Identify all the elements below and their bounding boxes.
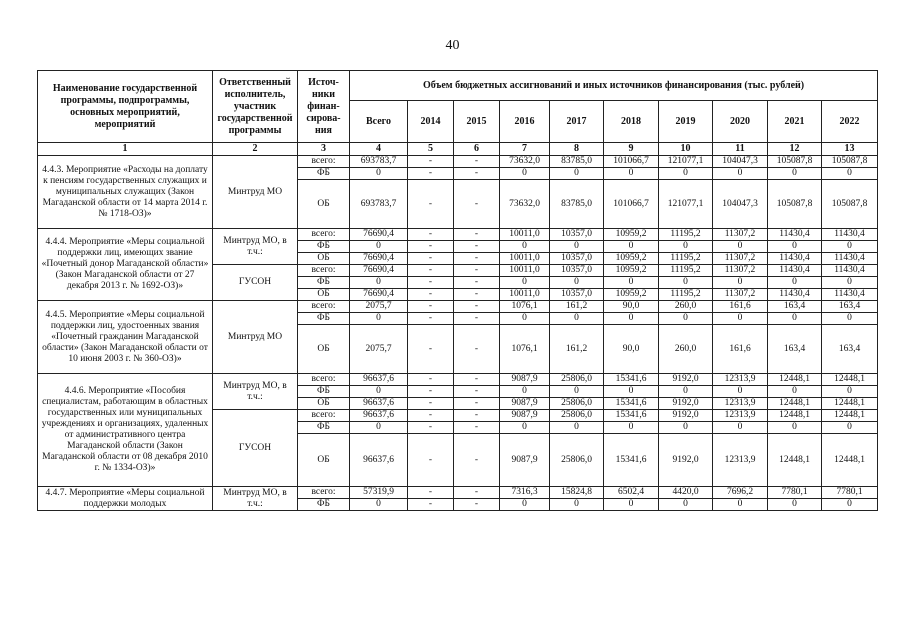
amount-cell: 0 bbox=[550, 241, 604, 253]
amount-cell: 121077,1 bbox=[659, 180, 713, 229]
amount-cell: 0 bbox=[659, 241, 713, 253]
amount-cell: 9087,9 bbox=[500, 410, 550, 422]
funding-source: ФБ bbox=[298, 499, 350, 511]
amount-cell: 11195,2 bbox=[659, 253, 713, 265]
amount-cell: 12448,1 bbox=[768, 374, 822, 386]
responsible-executor: Минтруд МО bbox=[213, 301, 298, 374]
amount-cell: - bbox=[408, 422, 454, 434]
amount-cell: 11430,4 bbox=[768, 289, 822, 301]
amount-cell: 12313,9 bbox=[713, 434, 768, 487]
amount-cell: 10357,0 bbox=[550, 253, 604, 265]
header-year: 2019 bbox=[659, 101, 713, 143]
amount-cell: - bbox=[408, 229, 454, 241]
funding-source: ОБ bbox=[298, 325, 350, 374]
table-row bbox=[38, 487, 878, 499]
amount-cell: 11307,2 bbox=[713, 265, 768, 277]
header-year: 2022 bbox=[822, 101, 878, 143]
amount-cell: 11195,2 bbox=[659, 229, 713, 241]
amount-cell: 25806,0 bbox=[550, 410, 604, 422]
amount-cell: 12448,1 bbox=[768, 410, 822, 422]
amount-cell: 163,4 bbox=[822, 301, 878, 313]
header-column-number: 9 bbox=[604, 143, 659, 156]
amount-cell: 9192,0 bbox=[659, 374, 713, 386]
header-column-number: 8 bbox=[550, 143, 604, 156]
amount-cell: 163,4 bbox=[768, 301, 822, 313]
funding-source: всего: bbox=[298, 301, 350, 313]
amount-cell: 0 bbox=[350, 277, 408, 289]
funding-source: ОБ bbox=[298, 289, 350, 301]
amount-cell: 83785,0 bbox=[550, 180, 604, 229]
amount-cell: 11430,4 bbox=[768, 229, 822, 241]
funding-source: ФБ bbox=[298, 241, 350, 253]
amount-cell: 11430,4 bbox=[822, 265, 878, 277]
amount-cell: 0 bbox=[500, 313, 550, 325]
amount-cell: 0 bbox=[713, 422, 768, 434]
amount-cell: 57319,9 bbox=[350, 487, 408, 499]
funding-source: ФБ bbox=[298, 277, 350, 289]
amount-cell: - bbox=[408, 265, 454, 277]
amount-cell: 0 bbox=[713, 386, 768, 398]
amount-cell: 9192,0 bbox=[659, 410, 713, 422]
table-body bbox=[38, 156, 878, 511]
amount-cell: 0 bbox=[713, 313, 768, 325]
amount-cell: 11430,4 bbox=[822, 289, 878, 301]
amount-cell: 0 bbox=[350, 422, 408, 434]
amount-cell: 1076,1 bbox=[500, 325, 550, 374]
amount-cell: - bbox=[454, 156, 500, 168]
amount-cell: - bbox=[454, 386, 500, 398]
amount-cell: 0 bbox=[768, 313, 822, 325]
header-year: 2016 bbox=[500, 101, 550, 143]
amount-cell: - bbox=[454, 422, 500, 434]
amount-cell: - bbox=[408, 325, 454, 374]
amount-cell: 0 bbox=[659, 313, 713, 325]
activity-name: 4.4.5. Мероприятие «Меры социальной поддержки лиц, удостоенных звания «Почетный гражданин Магаданской области» (Закон Магаданской области от 10 июня 2003 г. № 360-ОЗ)» bbox=[38, 301, 213, 374]
amount-cell: - bbox=[454, 168, 500, 180]
amount-cell: - bbox=[454, 374, 500, 386]
funding-source: ОБ bbox=[298, 253, 350, 265]
amount-cell: 0 bbox=[550, 499, 604, 511]
header-volume: Объем бюджетных ассигнований и иных источников финансирования (тыс. рублей) bbox=[350, 71, 878, 101]
amount-cell: 0 bbox=[822, 386, 878, 398]
amount-cell: 0 bbox=[659, 168, 713, 180]
amount-cell: 104047,3 bbox=[713, 180, 768, 229]
funding-source: ФБ bbox=[298, 386, 350, 398]
header-year: 2015 bbox=[454, 101, 500, 143]
amount-cell: 0 bbox=[768, 277, 822, 289]
amount-cell: 121077,1 bbox=[659, 156, 713, 168]
amount-cell: - bbox=[408, 253, 454, 265]
amount-cell: 0 bbox=[604, 313, 659, 325]
amount-cell: - bbox=[408, 180, 454, 229]
amount-cell: - bbox=[454, 313, 500, 325]
funding-source: ОБ bbox=[298, 180, 350, 229]
table-row bbox=[38, 301, 878, 313]
amount-cell: - bbox=[454, 229, 500, 241]
amount-cell: 11430,4 bbox=[768, 253, 822, 265]
amount-cell: 163,4 bbox=[822, 325, 878, 374]
amount-cell: 83785,0 bbox=[550, 156, 604, 168]
amount-cell: 0 bbox=[604, 277, 659, 289]
amount-cell: 25806,0 bbox=[550, 434, 604, 487]
amount-cell: 0 bbox=[500, 386, 550, 398]
amount-cell: 96637,6 bbox=[350, 374, 408, 386]
amount-cell: 7316,3 bbox=[500, 487, 550, 499]
amount-cell: 76690,4 bbox=[350, 253, 408, 265]
amount-cell: 0 bbox=[713, 499, 768, 511]
header-name: Наименование государственной программы, подпрограммы, основных мероприятий, мероприятий bbox=[38, 71, 213, 143]
amount-cell: 10959,2 bbox=[604, 229, 659, 241]
amount-cell: 0 bbox=[550, 277, 604, 289]
amount-cell: - bbox=[408, 410, 454, 422]
amount-cell: - bbox=[454, 499, 500, 511]
header-year: Всего bbox=[350, 101, 408, 143]
funding-source: всего: bbox=[298, 229, 350, 241]
amount-cell: 76690,4 bbox=[350, 265, 408, 277]
table-row bbox=[38, 374, 878, 386]
amount-cell: 4420,0 bbox=[659, 487, 713, 499]
amount-cell: - bbox=[408, 168, 454, 180]
header-numbers-row bbox=[38, 143, 878, 156]
amount-cell: 0 bbox=[500, 277, 550, 289]
amount-cell: 6502,4 bbox=[604, 487, 659, 499]
amount-cell: - bbox=[408, 289, 454, 301]
amount-cell: 11430,4 bbox=[822, 229, 878, 241]
amount-cell: 0 bbox=[350, 313, 408, 325]
amount-cell: 10959,2 bbox=[604, 265, 659, 277]
amount-cell: 96637,6 bbox=[350, 410, 408, 422]
amount-cell: 163,4 bbox=[768, 325, 822, 374]
amount-cell: 0 bbox=[768, 168, 822, 180]
amount-cell: 12448,1 bbox=[822, 398, 878, 410]
header-column-number: 4 bbox=[350, 143, 408, 156]
amount-cell: 11195,2 bbox=[659, 265, 713, 277]
amount-cell: - bbox=[454, 325, 500, 374]
amount-cell: - bbox=[408, 386, 454, 398]
amount-cell: - bbox=[408, 374, 454, 386]
budget-table bbox=[37, 70, 878, 511]
amount-cell: 0 bbox=[550, 168, 604, 180]
amount-cell: 0 bbox=[500, 241, 550, 253]
amount-cell: 0 bbox=[500, 422, 550, 434]
amount-cell: 10357,0 bbox=[550, 229, 604, 241]
amount-cell: - bbox=[454, 301, 500, 313]
amount-cell: 0 bbox=[350, 168, 408, 180]
amount-cell: 0 bbox=[768, 241, 822, 253]
amount-cell: 96637,6 bbox=[350, 434, 408, 487]
amount-cell: 9087,9 bbox=[500, 374, 550, 386]
amount-cell: 7780,1 bbox=[822, 487, 878, 499]
amount-cell: 73632,0 bbox=[500, 180, 550, 229]
amount-cell: 0 bbox=[713, 168, 768, 180]
amount-cell: 9192,0 bbox=[659, 434, 713, 487]
funding-source: всего: bbox=[298, 265, 350, 277]
activity-name: 4.4.7. Мероприятие «Меры социальной поддержки молодых bbox=[38, 487, 213, 511]
amount-cell: 2075,7 bbox=[350, 325, 408, 374]
amount-cell: 161,6 bbox=[713, 325, 768, 374]
amount-cell: 25806,0 bbox=[550, 398, 604, 410]
amount-cell: 0 bbox=[550, 422, 604, 434]
amount-cell: 260,0 bbox=[659, 301, 713, 313]
amount-cell: 12448,1 bbox=[822, 374, 878, 386]
responsible-executor: Минтруд МО bbox=[213, 156, 298, 229]
amount-cell: - bbox=[408, 398, 454, 410]
activity-name: 4.4.6. Мероприятие «Пособия специалистам, работающим в областных государственных или муниципальных учреждениях и организациях, удаленных от административного центра Магаданской области (Закон Магаданской области от 08 декабря 2010 г. № 1334-ОЗ)» bbox=[38, 374, 213, 487]
amount-cell: 1076,1 bbox=[500, 301, 550, 313]
table-row bbox=[38, 156, 878, 168]
funding-source: ФБ bbox=[298, 168, 350, 180]
amount-cell: 76690,4 bbox=[350, 229, 408, 241]
amount-cell: - bbox=[408, 499, 454, 511]
responsible-executor: Минтруд МО, в т.ч.: bbox=[213, 487, 298, 511]
header-year: 2018 bbox=[604, 101, 659, 143]
amount-cell: 15341,6 bbox=[604, 398, 659, 410]
header-year: 2014 bbox=[408, 101, 454, 143]
amount-cell: 0 bbox=[822, 422, 878, 434]
funding-source: всего: bbox=[298, 374, 350, 386]
funding-source: ОБ bbox=[298, 398, 350, 410]
header-year: 2020 bbox=[713, 101, 768, 143]
amount-cell: 260,0 bbox=[659, 325, 713, 374]
amount-cell: 11430,4 bbox=[822, 253, 878, 265]
amount-cell: - bbox=[454, 265, 500, 277]
amount-cell: 101066,7 bbox=[604, 180, 659, 229]
amount-cell: 11307,2 bbox=[713, 229, 768, 241]
header-column-number: 6 bbox=[454, 143, 500, 156]
amount-cell: - bbox=[408, 156, 454, 168]
amount-cell: 0 bbox=[350, 241, 408, 253]
amount-cell: 101066,7 bbox=[604, 156, 659, 168]
amount-cell: - bbox=[454, 180, 500, 229]
amount-cell: 10011,0 bbox=[500, 265, 550, 277]
amount-cell: 0 bbox=[713, 241, 768, 253]
responsible-executor: ГУСОН bbox=[213, 265, 298, 301]
amount-cell: 11430,4 bbox=[768, 265, 822, 277]
amount-cell: 104047,3 bbox=[713, 156, 768, 168]
amount-cell: 0 bbox=[822, 499, 878, 511]
funding-source: ФБ bbox=[298, 422, 350, 434]
amount-cell: - bbox=[454, 277, 500, 289]
header-year: 2021 bbox=[768, 101, 822, 143]
amount-cell: - bbox=[408, 241, 454, 253]
amount-cell: - bbox=[454, 410, 500, 422]
amount-cell: 73632,0 bbox=[500, 156, 550, 168]
amount-cell: 11307,2 bbox=[713, 253, 768, 265]
amount-cell: - bbox=[408, 301, 454, 313]
table-row bbox=[38, 229, 878, 241]
header-column-number: 12 bbox=[768, 143, 822, 156]
amount-cell: 10357,0 bbox=[550, 289, 604, 301]
amount-cell: 9087,9 bbox=[500, 398, 550, 410]
amount-cell: 0 bbox=[550, 386, 604, 398]
amount-cell: 0 bbox=[822, 277, 878, 289]
amount-cell: 0 bbox=[822, 313, 878, 325]
amount-cell: 12313,9 bbox=[713, 398, 768, 410]
amount-cell: 0 bbox=[550, 313, 604, 325]
amount-cell: 15341,6 bbox=[604, 374, 659, 386]
amount-cell: - bbox=[454, 289, 500, 301]
header-responsible: Ответственный исполнитель, участник государственной программы bbox=[213, 71, 298, 143]
activity-name: 4.4.4. Мероприятие «Меры социальной поддержки лиц, имеющих звание «Почетный донор Магаданской области» (Закон Магаданской области от 27 декабря 2013 г. № 1692-ОЗ)» bbox=[38, 229, 213, 301]
amount-cell: - bbox=[454, 398, 500, 410]
amount-cell: 12448,1 bbox=[768, 434, 822, 487]
amount-cell: 0 bbox=[604, 168, 659, 180]
header-column-number: 10 bbox=[659, 143, 713, 156]
amount-cell: 105087,8 bbox=[822, 180, 878, 229]
amount-cell: 96637,6 bbox=[350, 398, 408, 410]
amount-cell: 10011,0 bbox=[500, 229, 550, 241]
amount-cell: 0 bbox=[768, 499, 822, 511]
amount-cell: 12448,1 bbox=[822, 434, 878, 487]
amount-cell: 9192,0 bbox=[659, 398, 713, 410]
funding-source: ОБ bbox=[298, 434, 350, 487]
amount-cell: 0 bbox=[500, 499, 550, 511]
header-column-number: 3 bbox=[298, 143, 350, 156]
amount-cell: 0 bbox=[604, 499, 659, 511]
amount-cell: 0 bbox=[713, 277, 768, 289]
header-column-number: 1 bbox=[38, 143, 213, 156]
amount-cell: 0 bbox=[768, 422, 822, 434]
header-year: 2017 bbox=[550, 101, 604, 143]
amount-cell: 15341,6 bbox=[604, 434, 659, 487]
amount-cell: 9087,9 bbox=[500, 434, 550, 487]
amount-cell: 10959,2 bbox=[604, 253, 659, 265]
amount-cell: 161,2 bbox=[550, 325, 604, 374]
amount-cell: - bbox=[454, 241, 500, 253]
amount-cell: 0 bbox=[350, 386, 408, 398]
header-column-number: 5 bbox=[408, 143, 454, 156]
amount-cell: 10959,2 bbox=[604, 289, 659, 301]
amount-cell: 10357,0 bbox=[550, 265, 604, 277]
amount-cell: 105087,8 bbox=[768, 156, 822, 168]
amount-cell: - bbox=[454, 434, 500, 487]
amount-cell: 2075,7 bbox=[350, 301, 408, 313]
amount-cell: 15824,8 bbox=[550, 487, 604, 499]
header-column-number: 2 bbox=[213, 143, 298, 156]
amount-cell: - bbox=[454, 253, 500, 265]
amount-cell: 161,6 bbox=[713, 301, 768, 313]
amount-cell: 15341,6 bbox=[604, 410, 659, 422]
amount-cell: 0 bbox=[822, 241, 878, 253]
amount-cell: 693783,7 bbox=[350, 180, 408, 229]
amount-cell: 0 bbox=[500, 168, 550, 180]
amount-cell: 0 bbox=[604, 386, 659, 398]
funding-source: всего: bbox=[298, 487, 350, 499]
amount-cell: 76690,4 bbox=[350, 289, 408, 301]
amount-cell: 12448,1 bbox=[822, 410, 878, 422]
amount-cell: 105087,8 bbox=[768, 180, 822, 229]
amount-cell: 10011,0 bbox=[500, 289, 550, 301]
amount-cell: 10011,0 bbox=[500, 253, 550, 265]
amount-cell: 90,0 bbox=[604, 325, 659, 374]
amount-cell: 0 bbox=[659, 386, 713, 398]
amount-cell: - bbox=[408, 313, 454, 325]
amount-cell: 161,2 bbox=[550, 301, 604, 313]
amount-cell: 11195,2 bbox=[659, 289, 713, 301]
header-column-number: 7 bbox=[500, 143, 550, 156]
responsible-executor: Минтруд МО, в т.ч.: bbox=[213, 229, 298, 265]
amount-cell: 7696,2 bbox=[713, 487, 768, 499]
amount-cell: 0 bbox=[768, 386, 822, 398]
amount-cell: 693783,7 bbox=[350, 156, 408, 168]
amount-cell: 0 bbox=[604, 422, 659, 434]
amount-cell: 0 bbox=[659, 277, 713, 289]
page-number: 40 bbox=[445, 38, 460, 53]
amount-cell: 12313,9 bbox=[713, 410, 768, 422]
amount-cell: 0 bbox=[350, 499, 408, 511]
amount-cell: 25806,0 bbox=[550, 374, 604, 386]
amount-cell: 7780,1 bbox=[768, 487, 822, 499]
responsible-executor: Минтруд МО, в т.ч.: bbox=[213, 374, 298, 410]
amount-cell: - bbox=[454, 487, 500, 499]
responsible-executor: ГУСОН bbox=[213, 410, 298, 487]
amount-cell: 105087,8 bbox=[822, 156, 878, 168]
header-column-number: 13 bbox=[822, 143, 878, 156]
amount-cell: 12448,1 bbox=[768, 398, 822, 410]
amount-cell: 11307,2 bbox=[713, 289, 768, 301]
amount-cell: - bbox=[408, 487, 454, 499]
amount-cell: - bbox=[408, 434, 454, 487]
funding-source: всего: bbox=[298, 156, 350, 168]
funding-source: всего: bbox=[298, 410, 350, 422]
activity-name: 4.4.3. Мероприятие «Расходы на доплату к пенсиям государственных служащих и муниципальных служащих (Закон Магаданской области от 14 марта 2014 г. № 1718-ОЗ)» bbox=[38, 156, 213, 229]
amount-cell: 0 bbox=[822, 168, 878, 180]
amount-cell: 0 bbox=[604, 241, 659, 253]
funding-source: ФБ bbox=[298, 313, 350, 325]
header-source: Источ-ники финан-сирова-ния bbox=[298, 71, 350, 143]
amount-cell: - bbox=[408, 277, 454, 289]
amount-cell: 0 bbox=[659, 422, 713, 434]
amount-cell: 90,0 bbox=[604, 301, 659, 313]
amount-cell: 0 bbox=[659, 499, 713, 511]
header-column-number: 11 bbox=[713, 143, 768, 156]
amount-cell: 12313,9 bbox=[713, 374, 768, 386]
